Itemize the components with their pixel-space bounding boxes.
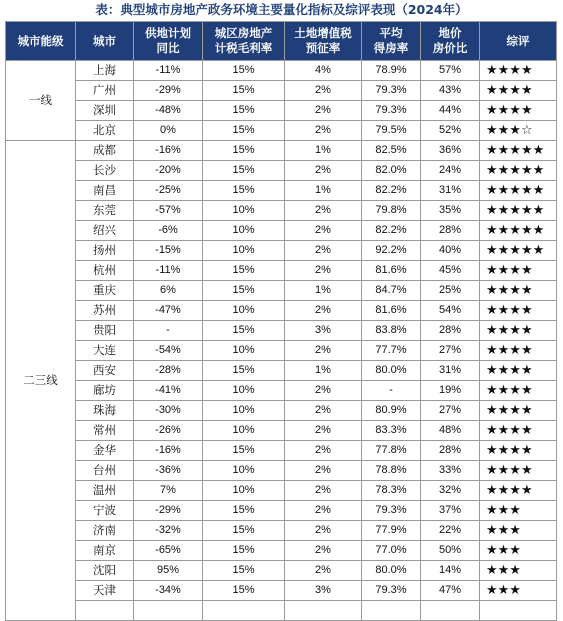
table-row [6,221,557,241]
table-row [6,361,557,381]
profit-cell: 15% [203,161,285,181]
profit-cell: 15% [203,61,285,81]
lvt-cell: 2% [285,301,362,321]
lvt-cell: 2% [285,441,362,461]
city-cell: 深圳 [76,101,134,121]
supply-cell: -11% [134,261,203,281]
profit-cell: 15% [203,561,285,581]
table-title: 表：典型城市房地产政务环境主要量化指标及综评表现（2024年） [95,2,468,17]
ratio-cell: 57% [421,61,480,81]
supply-cell: -16% [134,441,203,461]
city-cell: 西安 [76,361,134,381]
rating-cell: ★★★★ [480,401,557,421]
header-lvt: 土地增值税 预征率 [285,22,362,61]
ratio-cell: 35% [421,201,480,221]
ratio-cell: 22% [421,521,480,541]
table-row [6,501,557,521]
rating-cell: ★★★★ [480,321,557,341]
profit-cell: 10% [203,421,285,441]
city-cell: 金华 [76,441,134,461]
lvt-cell: 3% [285,581,362,601]
table-row [6,581,557,601]
supply-cell: -16% [134,141,203,161]
table-row [6,121,557,141]
occupancy-cell: 79.5% [362,121,421,141]
ratio-cell: 50% [421,541,480,561]
supply-cell: -32% [134,521,203,541]
occupancy-cell: 81.6% [362,261,421,281]
table-row [6,101,557,121]
city-cell: 廊坊 [76,381,134,401]
ratio-cell: 48% [421,421,480,441]
table-row [6,341,557,361]
city-cell: 济南 [76,521,134,541]
city-cell: 珠海 [76,401,134,421]
occupancy-cell: 82.2% [362,181,421,201]
city-cell: 常州 [76,421,134,441]
profit-cell: 10% [203,201,285,221]
rating-cell: ★★★★ [480,101,557,121]
lvt-cell: 3% [285,321,362,341]
ratio-cell: 28% [421,441,480,461]
profit-cell: 10% [203,381,285,401]
supply-cell: -54% [134,341,203,361]
profit-cell: 15% [203,261,285,281]
occupancy-cell: 82.0% [362,161,421,181]
occupancy-cell: 79.3% [362,101,421,121]
occupancy-cell: 77.0% [362,541,421,561]
occupancy-cell: 84.7% [362,281,421,301]
lvt-cell: 2% [285,401,362,421]
supply-cell: -6% [134,221,203,241]
indicator-table [5,21,557,621]
rating-cell: ★★★ [480,521,557,541]
occupancy-cell: 80.0% [362,561,421,581]
lvt-cell: 2% [285,241,362,261]
supply-cell: -36% [134,461,203,481]
table-row [6,301,557,321]
profit-cell: 10% [203,221,285,241]
city-cell: 苏州 [76,301,134,321]
lvt-cell: 1% [285,141,362,161]
ratio-cell: 27% [421,401,480,421]
rating-cell: ★★★★★ [480,141,557,161]
lvt-cell: 2% [285,501,362,521]
city-cell: 扬州 [76,241,134,261]
supply-cell: -47% [134,301,203,321]
city-cell: 温州 [76,481,134,501]
ratio-cell: 31% [421,181,480,201]
lvt-cell: 2% [285,421,362,441]
lvt-cell: 2% [285,81,362,101]
table-body [6,61,557,621]
header-supply: 供地计划 同比 [134,22,203,61]
lvt-cell [285,601,362,621]
supply-cell: -57% [134,201,203,221]
city-cell: 宁波 [76,501,134,521]
supply-cell: 0% [134,121,203,141]
supply-cell: 95% [134,561,203,581]
ratio-cell: 44% [421,101,480,121]
supply-cell: -41% [134,381,203,401]
header-tier: 城市能级 [6,22,76,61]
occupancy-cell: 80.0% [362,361,421,381]
header-occupancy: 平均 得房率 [362,22,421,61]
supply-cell [134,601,203,621]
table-row [6,441,557,461]
rating-cell: ★★★ [480,501,557,521]
city-cell: 沈阳 [76,561,134,581]
rating-cell: ★★★ [480,541,557,561]
lvt-cell: 2% [285,161,362,181]
rating-cell: ★★★★ [480,281,557,301]
rating-cell: ★★★★ [480,441,557,461]
table-row [6,161,557,181]
profit-cell: 15% [203,141,285,161]
profit-cell: 10% [203,301,285,321]
city-cell [76,601,134,621]
occupancy-cell: 83.3% [362,421,421,441]
ratio-cell: 19% [421,381,480,401]
rating-cell: ★★★ [480,581,557,601]
supply-cell: -34% [134,581,203,601]
city-cell: 贵阳 [76,321,134,341]
supply-cell: -15% [134,241,203,261]
rating-cell: ★★★★ [480,361,557,381]
header-city: 城市 [76,22,134,61]
profit-cell: 15% [203,121,285,141]
header-row [6,22,557,61]
profit-cell: 15% [203,281,285,301]
table-row [6,81,557,101]
lvt-cell: 2% [285,341,362,361]
profit-cell: 15% [203,441,285,461]
profit-cell: 10% [203,241,285,261]
table-row [6,201,557,221]
city-cell: 绍兴 [76,221,134,241]
ratio-cell: 43% [421,81,480,101]
rating-cell: ★★★ [480,561,557,581]
profit-cell: 15% [203,501,285,521]
table-row [6,281,557,301]
table-row [6,561,557,581]
city-cell: 大连 [76,341,134,361]
ratio-cell: 47% [421,581,480,601]
rating-cell: ★★★★★ [480,181,557,201]
occupancy-cell [362,601,421,621]
table-row [6,601,557,621]
lvt-cell: 2% [285,521,362,541]
lvt-cell: 1% [285,281,362,301]
supply-cell: -30% [134,401,203,421]
occupancy-cell: 78.9% [362,61,421,81]
lvt-cell: 2% [285,561,362,581]
supply-cell: 6% [134,281,203,301]
supply-cell: -29% [134,501,203,521]
city-cell: 广州 [76,81,134,101]
occupancy-cell: 78.8% [362,461,421,481]
table-row [6,401,557,421]
rating-cell: ★★★☆ [480,121,557,141]
lvt-cell: 1% [285,181,362,201]
supply-cell: - [134,321,203,341]
lvt-cell: 2% [285,261,362,281]
profit-cell [203,601,285,621]
lvt-cell: 2% [285,381,362,401]
rating-cell: ★★★★ [480,301,557,321]
profit-cell: 15% [203,101,285,121]
rating-cell: ★★★★ [480,421,557,441]
table-row [6,461,557,481]
table-row [6,141,557,161]
table-row [6,541,557,561]
table-row [6,321,557,341]
occupancy-cell: 81.6% [362,301,421,321]
ratio-cell: 36% [421,141,480,161]
rating-cell: ★★★★★ [480,241,557,261]
city-cell: 北京 [76,121,134,141]
ratio-cell: 28% [421,321,480,341]
tier-cell: 一线 [6,61,76,141]
lvt-cell: 2% [285,541,362,561]
ratio-cell: 14% [421,561,480,581]
rating-cell: ★★★★ [480,61,557,81]
ratio-cell: 32% [421,481,480,501]
ratio-cell: 45% [421,261,480,281]
rating-cell: ★★★★★ [480,161,557,181]
supply-cell: -26% [134,421,203,441]
city-cell: 南昌 [76,181,134,201]
lvt-cell: 2% [285,481,362,501]
ratio-cell: 25% [421,281,480,301]
profit-cell: 10% [203,341,285,361]
occupancy-cell: 92.2% [362,241,421,261]
ratio-cell: 37% [421,501,480,521]
lvt-cell: 2% [285,221,362,241]
rating-cell: ★★★★ [480,481,557,501]
profit-cell: 15% [203,361,285,381]
occupancy-cell: 82.5% [362,141,421,161]
rating-cell [480,601,557,621]
profit-cell: 15% [203,81,285,101]
profit-cell: 15% [203,321,285,341]
ratio-cell: 33% [421,461,480,481]
profit-cell: 10% [203,401,285,421]
supply-cell: -65% [134,541,203,561]
city-cell: 杭州 [76,261,134,281]
occupancy-cell: 82.2% [362,221,421,241]
profit-cell: 10% [203,481,285,501]
lvt-cell: 2% [285,101,362,121]
profit-cell: 15% [203,581,285,601]
profit-cell: 15% [203,181,285,201]
supply-cell: -48% [134,101,203,121]
table-row [6,181,557,201]
table-row [6,521,557,541]
supply-cell: -25% [134,181,203,201]
table-row [6,381,557,401]
ratio-cell: 28% [421,221,480,241]
supply-cell: -28% [134,361,203,381]
city-cell: 上海 [76,61,134,81]
supply-cell: -29% [134,81,203,101]
supply-cell: -20% [134,161,203,181]
ratio-cell: 54% [421,301,480,321]
lvt-cell: 2% [285,201,362,221]
rating-cell: ★★★★★ [480,221,557,241]
ratio-cell: 27% [421,341,480,361]
lvt-cell: 2% [285,461,362,481]
header-ratio: 地价 房价比 [421,22,480,61]
occupancy-cell: 83.8% [362,321,421,341]
table-row [6,481,557,501]
city-cell: 南京 [76,541,134,561]
city-cell: 台州 [76,461,134,481]
occupancy-cell: 77.8% [362,441,421,461]
ratio-cell: 40% [421,241,480,261]
city-cell: 成都 [76,141,134,161]
occupancy-cell: 79.3% [362,81,421,101]
occupancy-cell: 79.3% [362,501,421,521]
ratio-cell: 31% [421,361,480,381]
table-row [6,261,557,281]
table-row [6,421,557,441]
rating-cell: ★★★★ [480,461,557,481]
occupancy-cell: 79.8% [362,201,421,221]
supply-cell: -11% [134,61,203,81]
rating-cell: ★★★★ [480,81,557,101]
table-row [6,61,557,81]
city-cell: 重庆 [76,281,134,301]
ratio-cell: 52% [421,121,480,141]
header-rating: 综评 [480,22,557,61]
profit-cell: 15% [203,541,285,561]
tier-cell: 二三线 [6,141,76,621]
profit-cell: 10% [203,461,285,481]
lvt-cell: 4% [285,61,362,81]
ratio-cell [421,601,480,621]
supply-cell: 7% [134,481,203,501]
header-profit: 城区房地产 计税毛利率 [203,22,285,61]
occupancy-cell: 79.3% [362,581,421,601]
rating-cell: ★★★★ [480,341,557,361]
occupancy-cell: - [362,381,421,401]
rating-cell: ★★★★ [480,381,557,401]
city-cell: 天津 [76,581,134,601]
city-cell: 东莞 [76,201,134,221]
lvt-cell: 2% [285,121,362,141]
lvt-cell: 1% [285,361,362,381]
ratio-cell: 24% [421,161,480,181]
occupancy-cell: 77.7% [362,341,421,361]
occupancy-cell: 77.9% [362,521,421,541]
city-cell: 长沙 [76,161,134,181]
profit-cell: 15% [203,521,285,541]
rating-cell: ★★★★ [480,261,557,281]
rating-cell: ★★★★★ [480,201,557,221]
occupancy-cell: 80.9% [362,401,421,421]
table-row [6,241,557,261]
occupancy-cell: 78.3% [362,481,421,501]
